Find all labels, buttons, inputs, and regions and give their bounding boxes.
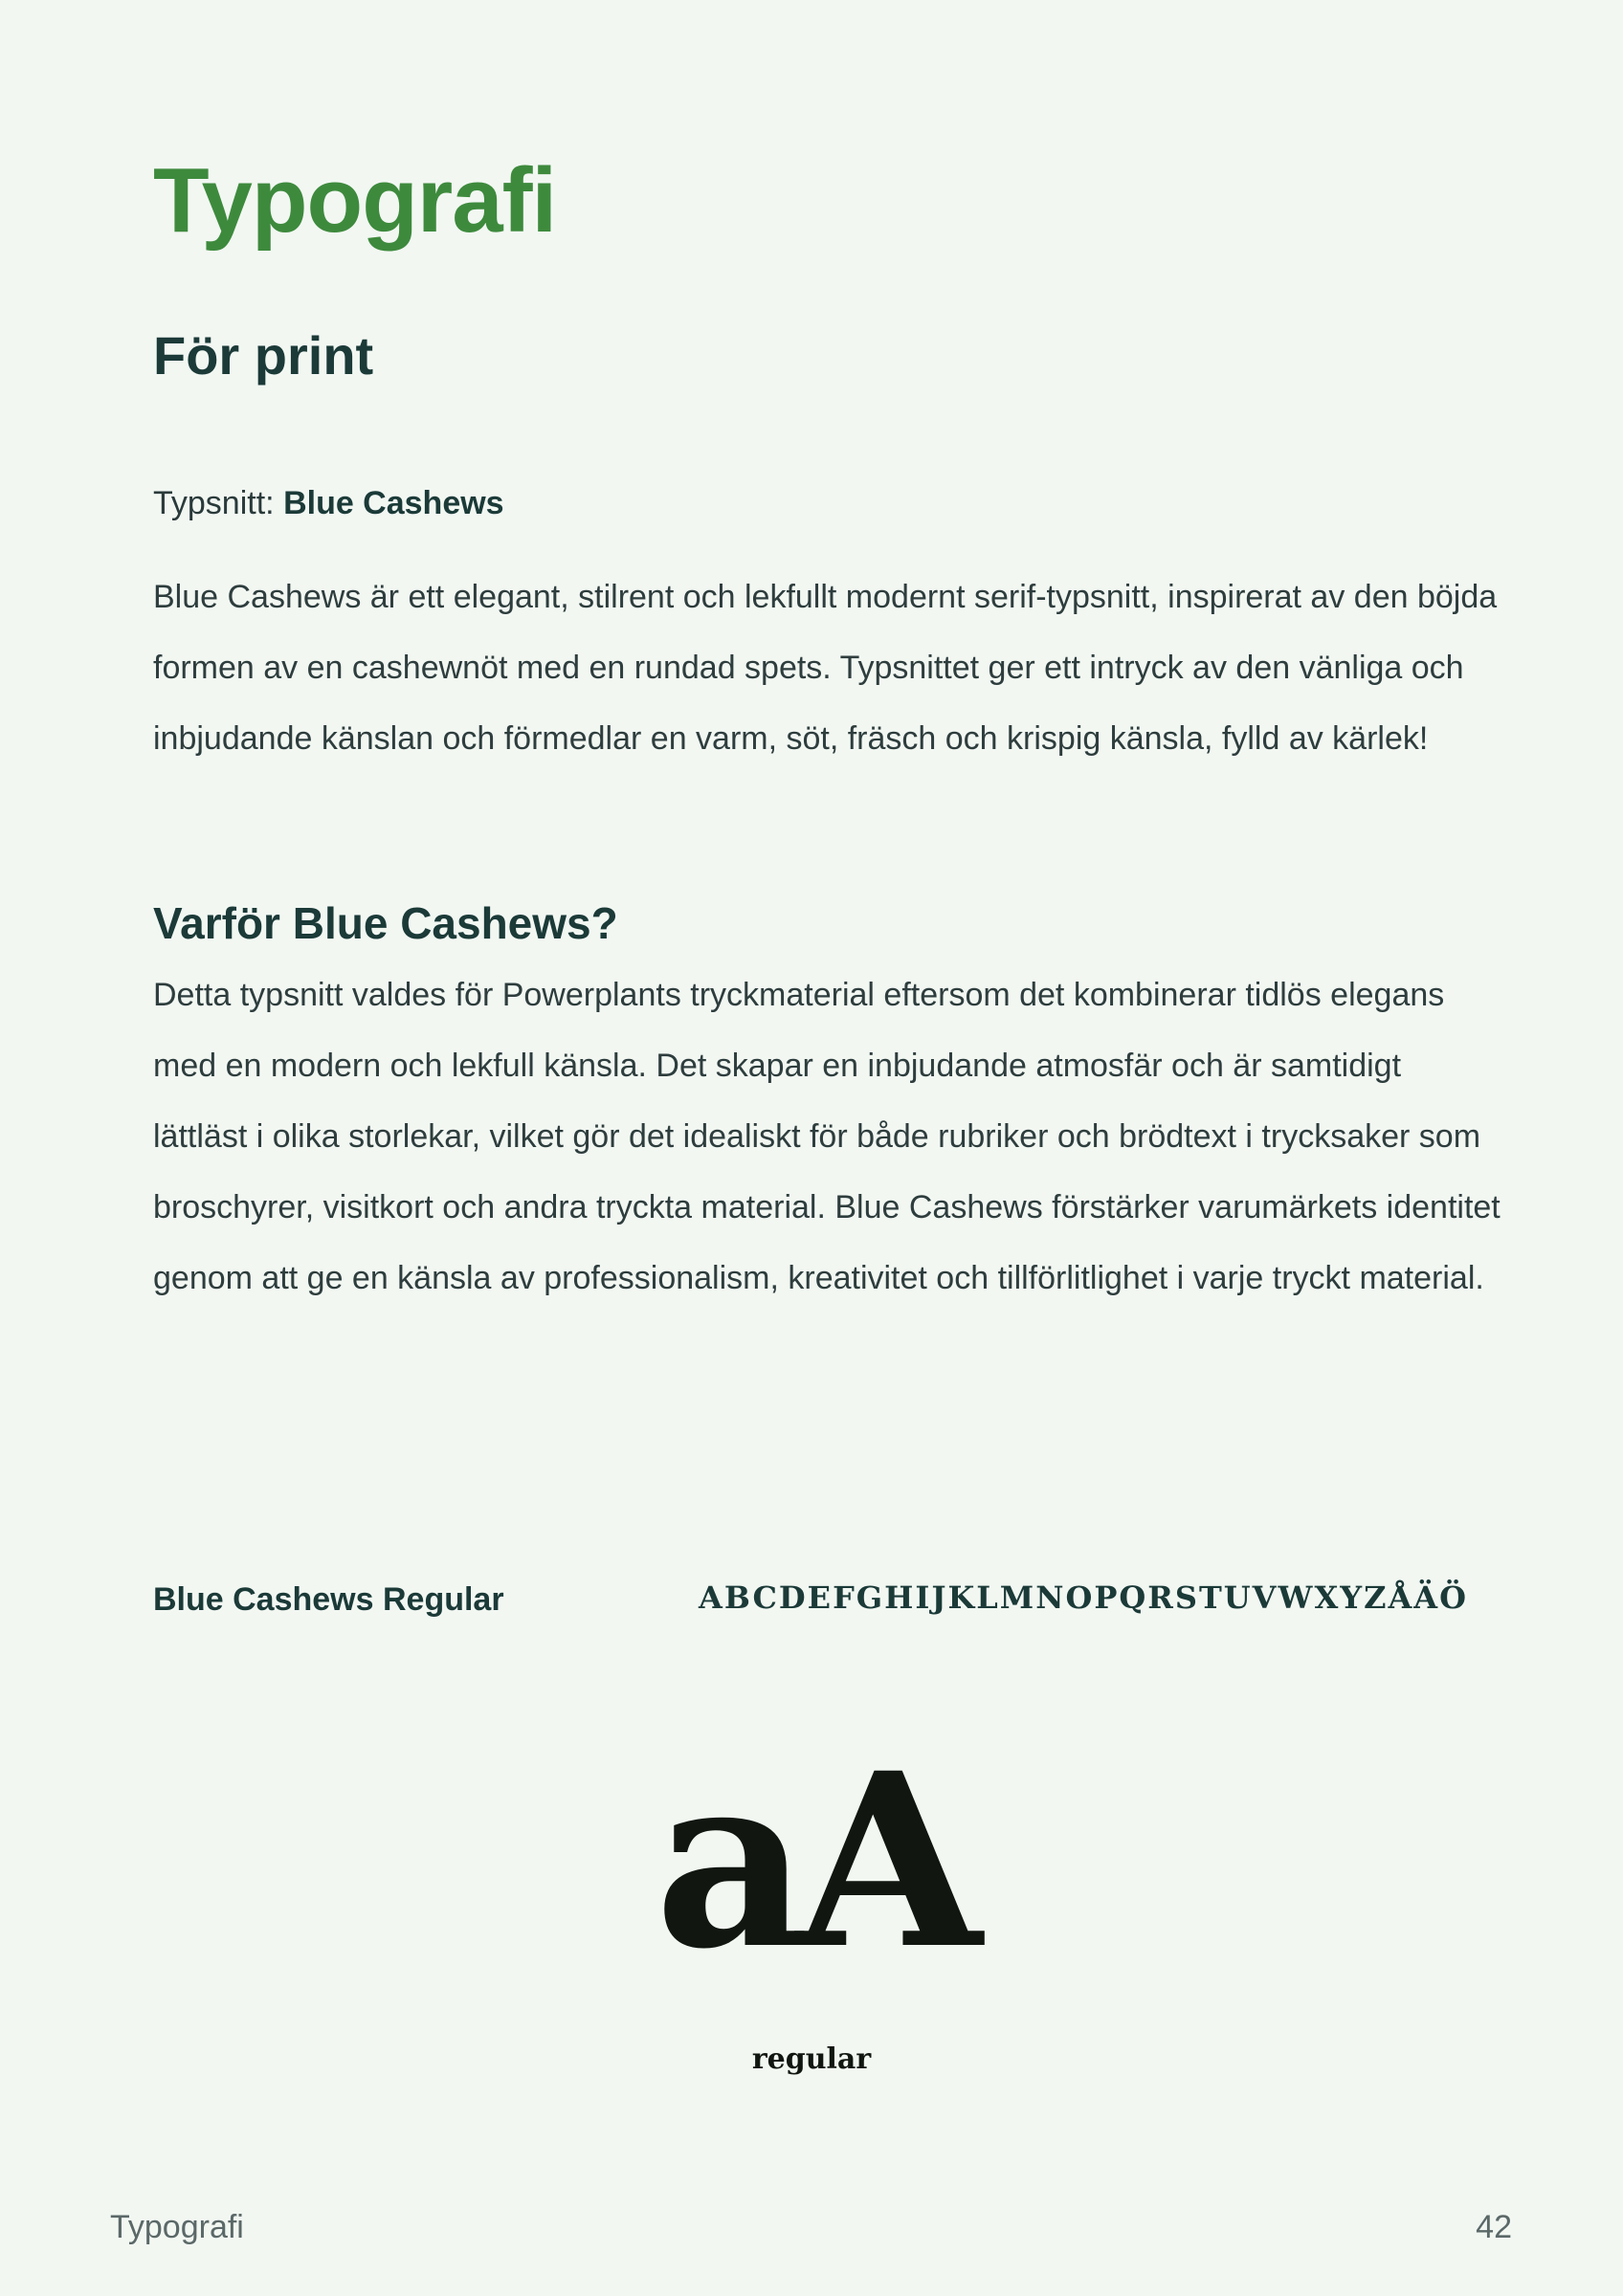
why-heading: Varför Blue Cashews? <box>153 898 618 948</box>
font-info-label: Typsnitt: <box>153 485 284 521</box>
footer-section-title: Typografi <box>110 2209 244 2245</box>
intro-paragraph: Blue Cashews är ett elegant, stilrent och lekfullt modernt serif-typsnitt, inspirerat av den böjda formen av en cashewnöt med en rundad spets. Typsnittet ger ett intryck av den vänliga och inbjudande känslan och förmedlar en varm, söt, fräsch och krispig känsla, fylld av kärlek! <box>153 579 1498 757</box>
section-title: För print <box>153 325 374 386</box>
glyph-sample: aA <box>655 1720 968 2001</box>
why-paragraph: Detta typsnitt valdes för Powerplants tryckmaterial eftersom det kombinerar tidlös elegans med en modern och lekfull känsla. Det skapar en inbjudande atmosfär och är samtidigt lättläst i olika storlekar, vilket gör det idealiskt för både rubriker och brödtext i trycksaker som broschyrer, visitkort och andra tryckta material. Blue Cashews förstärker varumärkets identitet genom att ge en känsla av professionalism, kreativitet och tillförlitlighet i varje tryckt material. <box>153 977 1501 1296</box>
weight-label: regular <box>751 2042 872 2076</box>
page-number: 42 <box>1476 2209 1512 2245</box>
specimen-alphabet: ABCDEFGHIJKLMNOPQRSTUVWXYZÅÄÖ <box>698 1579 1468 1616</box>
page-title: Typografi <box>153 149 557 252</box>
specimen-font-name: Blue Cashews Regular <box>153 1581 504 1618</box>
font-info <box>153 482 504 524</box>
font-info-name: Blue Cashews <box>283 485 504 521</box>
